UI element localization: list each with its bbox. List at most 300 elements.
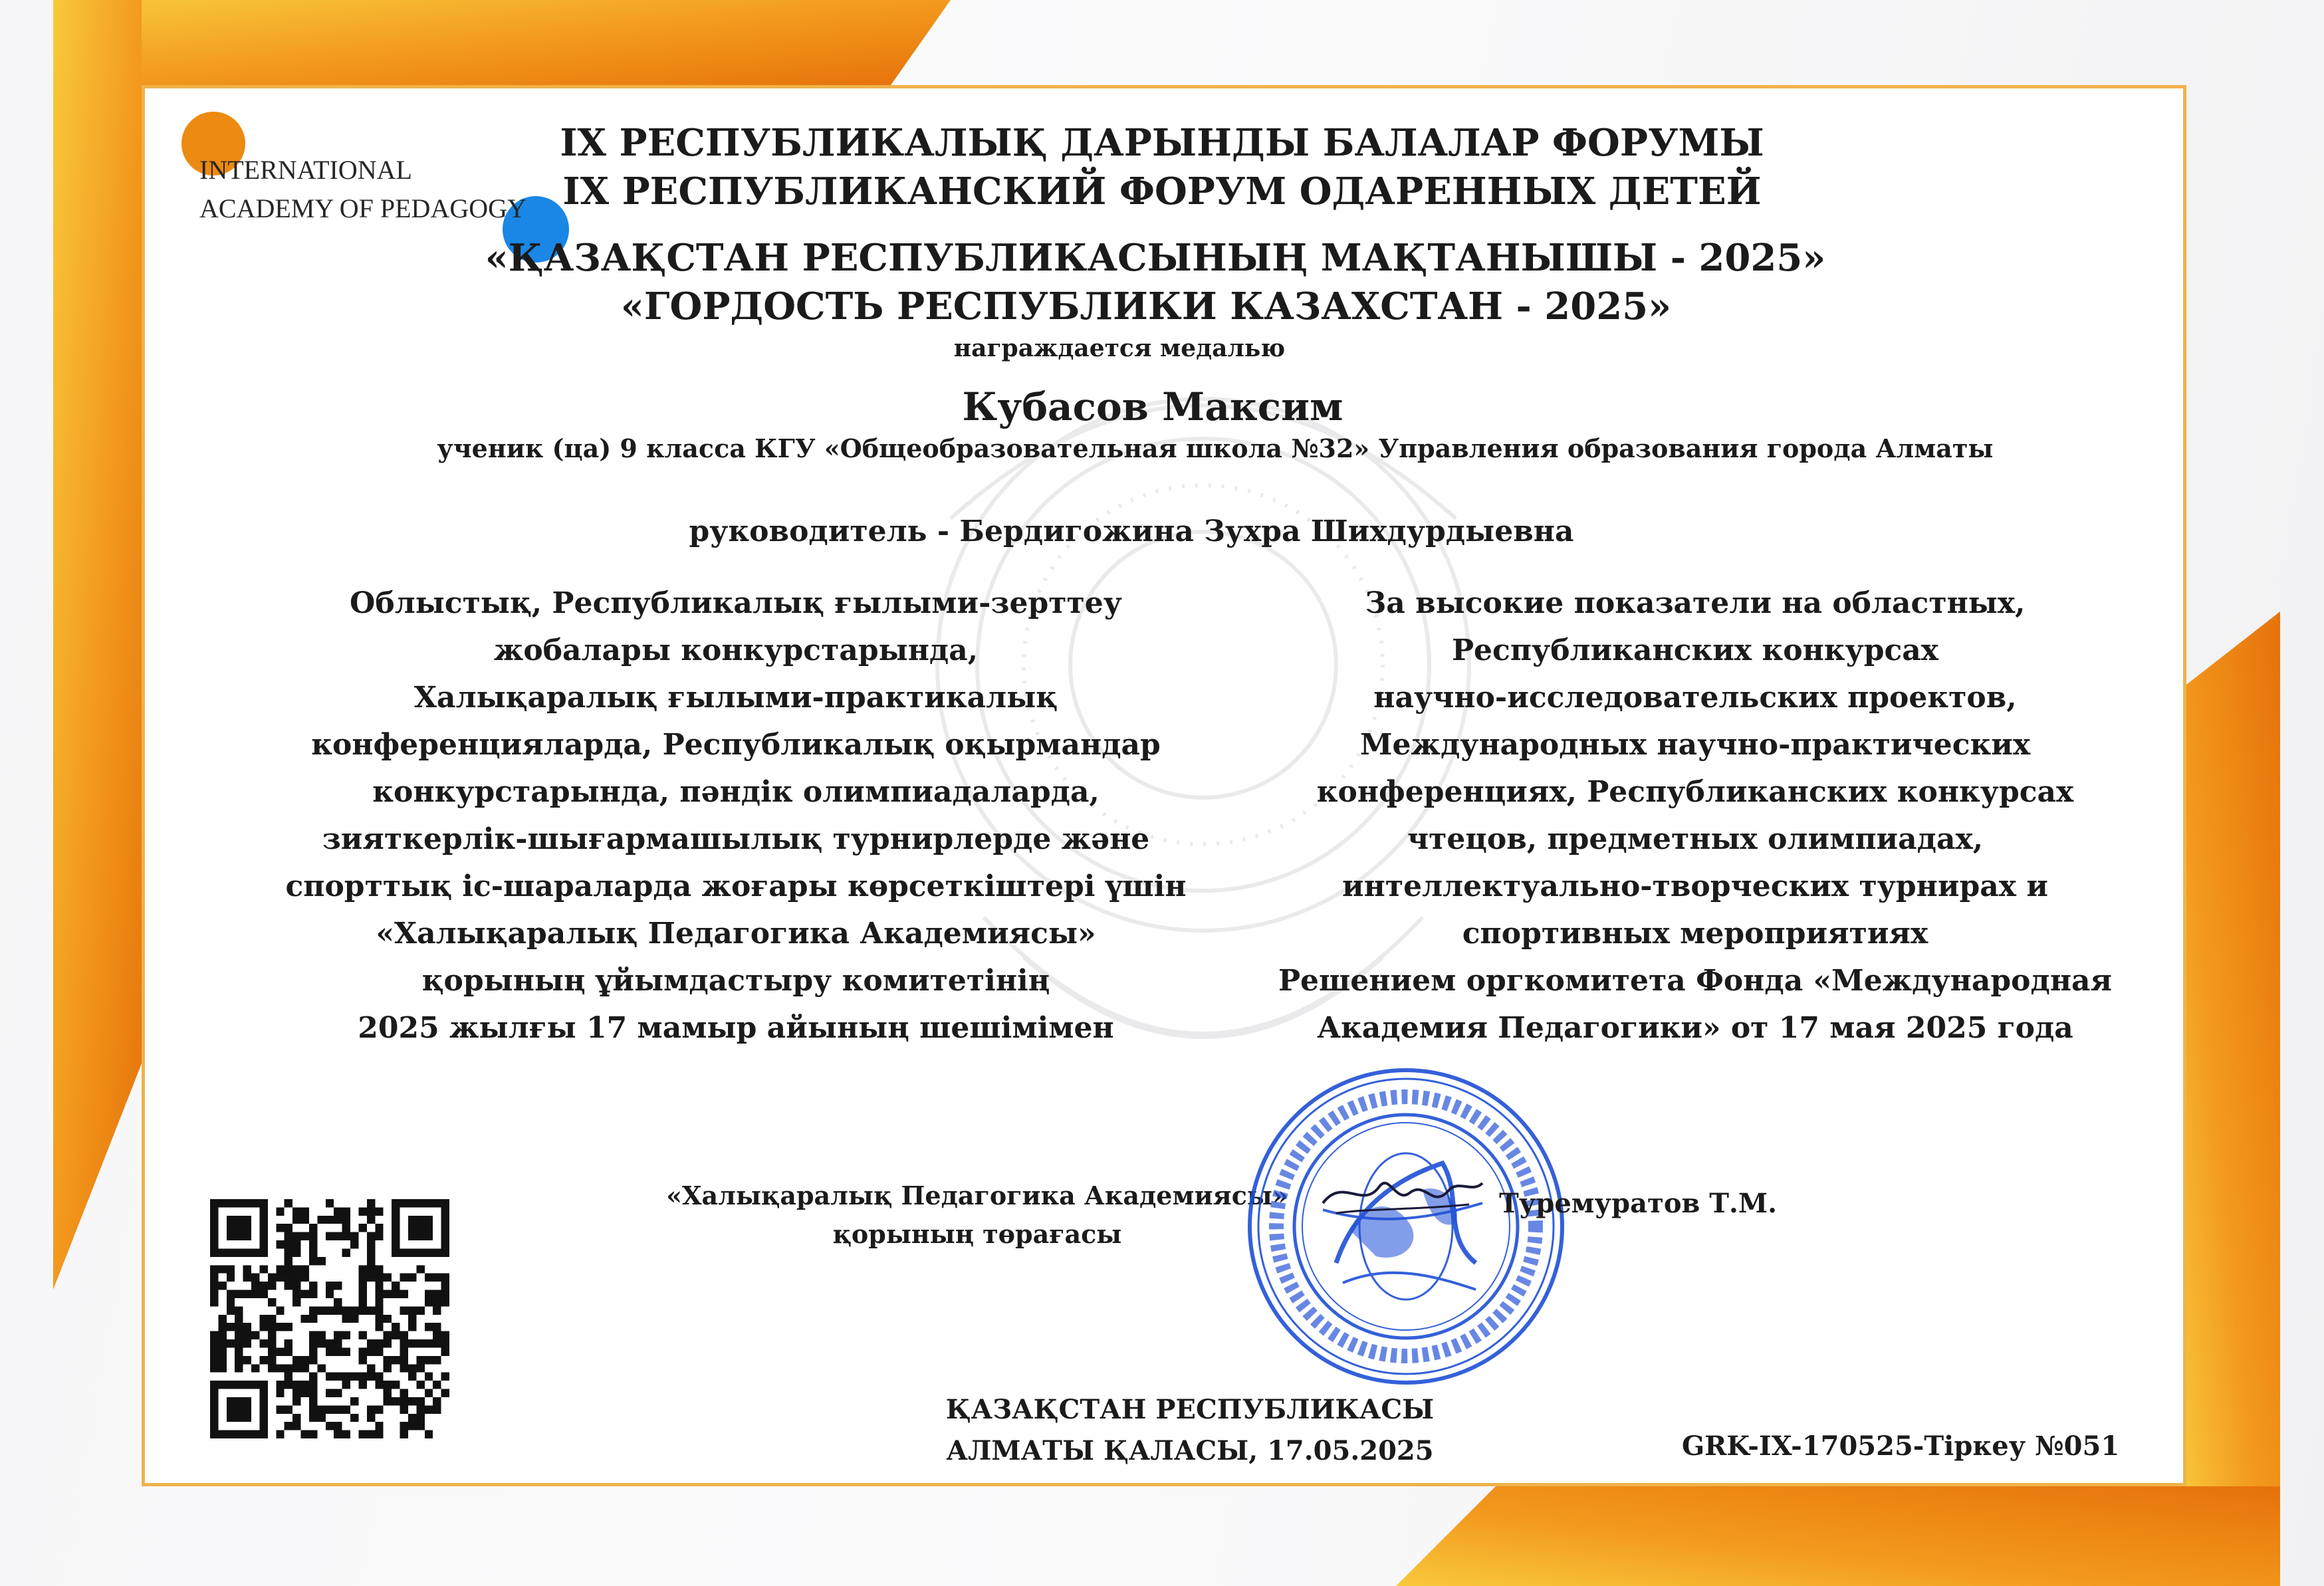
signature-label	[638, 1177, 1316, 1254]
body-ru-line: научно-исследовательских проектов,	[1373, 681, 2017, 715]
qr-module	[400, 1405, 408, 1413]
qr-module	[285, 1323, 292, 1331]
qr-module	[309, 1347, 317, 1355]
qr-module	[276, 1389, 284, 1397]
forum-title-ru: IX РЕСПУБЛИКАНСКИЙ ФОРУМ ОДАРЕННЫХ ДЕТЕЙ	[562, 170, 1762, 213]
qr-module	[408, 1364, 416, 1372]
body-ru-line: интеллектуально-творческих турнирах и	[1342, 869, 2048, 903]
qr-module	[276, 1207, 284, 1215]
qr-module	[301, 1207, 309, 1215]
qr-module	[276, 1274, 284, 1282]
qr-module	[416, 1422, 424, 1430]
body-ru-line: Республиканских конкурсах	[1451, 633, 1939, 667]
qr-module	[358, 1224, 366, 1232]
qr-module	[384, 1356, 392, 1364]
qr-module	[425, 1405, 433, 1413]
qr-module	[384, 1315, 392, 1323]
qr-module	[276, 1240, 284, 1248]
qr-module	[384, 1331, 392, 1339]
qr-module	[243, 1331, 251, 1339]
qr-module	[292, 1265, 300, 1273]
qr-module	[342, 1381, 350, 1389]
qr-module	[441, 1389, 449, 1397]
qr-module	[243, 1290, 251, 1298]
qr-module	[276, 1224, 284, 1232]
qr-module	[210, 1298, 218, 1306]
qr-module	[309, 1282, 317, 1290]
qr-module	[251, 1331, 259, 1339]
qr-module	[218, 1356, 226, 1364]
qr-module	[235, 1356, 243, 1364]
forum-title-kk: IX РЕСПУБЛИКАЛЫҚ ДАРЫНДЫ БАЛАЛАР ФОРУМЫ	[560, 121, 1764, 165]
signer-name: Туремуратов Т.М.	[1499, 1188, 1778, 1219]
qr-module	[400, 1347, 408, 1355]
qr-module	[317, 1257, 325, 1265]
recipient-info: ученик (ца) 9 класса КГУ «Общеобразовательная школа №32» Управления образования города Алматы	[437, 433, 1994, 463]
qr-module	[408, 1306, 416, 1314]
qr-module	[285, 1274, 292, 1282]
qr-module	[400, 1430, 408, 1438]
qr-module	[375, 1422, 383, 1430]
qr-module	[375, 1347, 383, 1355]
qr-module	[416, 1405, 424, 1413]
qr-module	[416, 1381, 424, 1389]
qr-module	[425, 1323, 433, 1331]
qr-module	[235, 1315, 243, 1323]
qr-module	[309, 1315, 317, 1323]
qr-module	[342, 1306, 350, 1314]
body-kk-line: Халықаралық ғылыми-практикалық	[413, 681, 1058, 715]
qr-module	[425, 1356, 433, 1364]
qr-module	[326, 1199, 334, 1207]
qr-module	[334, 1339, 342, 1347]
qr-module	[268, 1356, 276, 1364]
qr-module	[317, 1216, 325, 1224]
qr-module	[400, 1356, 408, 1364]
signature-label-line-2: қорының төрағасы	[832, 1219, 1122, 1249]
qr-module	[425, 1389, 433, 1397]
qr-module	[350, 1232, 358, 1240]
qr-module	[441, 1298, 449, 1306]
qr-module	[285, 1339, 292, 1347]
qr-module	[285, 1265, 292, 1273]
qr-module	[292, 1356, 300, 1364]
qr-module	[358, 1430, 366, 1438]
qr-module	[243, 1356, 251, 1364]
qr-module	[384, 1364, 392, 1372]
qr-module	[259, 1339, 267, 1347]
qr-module	[268, 1315, 276, 1323]
qr-module	[276, 1323, 284, 1331]
qr-module	[358, 1265, 366, 1273]
qr-module	[326, 1405, 334, 1413]
qr-module	[292, 1397, 300, 1405]
qr-module	[210, 1356, 218, 1364]
qr-module	[309, 1414, 317, 1422]
qr-module	[358, 1331, 366, 1339]
qr-module	[292, 1381, 300, 1389]
body-ru-line: За высокие показатели на областных,	[1365, 586, 2026, 620]
qr-module	[285, 1199, 292, 1207]
qr-module	[375, 1224, 383, 1232]
qr-module	[292, 1216, 300, 1224]
qr-module	[268, 1323, 276, 1331]
qr-module	[441, 1290, 449, 1298]
qr-module	[358, 1298, 366, 1306]
handwritten-signature	[1316, 1157, 1489, 1230]
qr-module	[358, 1282, 366, 1290]
qr-module	[367, 1430, 375, 1438]
qr-module	[375, 1323, 383, 1331]
qr-module	[326, 1389, 334, 1397]
qr-module	[309, 1430, 317, 1438]
qr-module	[218, 1323, 226, 1331]
qr-module	[235, 1323, 243, 1331]
qr-module	[350, 1373, 358, 1381]
qr-module	[342, 1232, 350, 1240]
qr-module	[408, 1422, 416, 1430]
qr-module	[367, 1405, 375, 1413]
qr-module	[367, 1274, 375, 1282]
qr-module	[367, 1339, 375, 1347]
qr-module	[433, 1397, 441, 1405]
qr-module	[301, 1216, 309, 1224]
qr-module	[227, 1323, 235, 1331]
qr-module	[441, 1347, 449, 1355]
qr-module	[441, 1282, 449, 1290]
qr-module	[243, 1339, 251, 1347]
qr-module	[342, 1331, 350, 1339]
qr-module	[375, 1381, 383, 1389]
qr-module	[367, 1216, 375, 1224]
qr-module	[433, 1306, 441, 1314]
qr-module	[342, 1216, 350, 1224]
qr-module	[326, 1422, 334, 1430]
qr-module	[416, 1306, 424, 1314]
qr-module	[425, 1298, 433, 1306]
qr-module	[292, 1389, 300, 1397]
qr-module	[317, 1405, 325, 1413]
qr-module	[285, 1224, 292, 1232]
body-ru-line: Международных научно-практических	[1359, 728, 2031, 762]
qr-module	[227, 1290, 235, 1298]
qr-module	[375, 1207, 383, 1215]
qr-module	[210, 1274, 218, 1282]
qr-module	[375, 1282, 383, 1290]
qr-module	[441, 1331, 449, 1339]
qr-module	[334, 1422, 342, 1430]
qr-module	[408, 1315, 416, 1323]
qr-module	[375, 1298, 383, 1306]
qr-module	[433, 1298, 441, 1306]
qr-module	[309, 1290, 317, 1298]
qr-module	[416, 1414, 424, 1422]
qr-module	[292, 1422, 300, 1430]
qr-module	[408, 1397, 416, 1405]
qr-module	[285, 1381, 292, 1389]
qr-module	[210, 1290, 218, 1298]
qr-module	[375, 1306, 383, 1314]
qr-module	[367, 1199, 375, 1207]
qr-module	[326, 1373, 334, 1381]
qr-module	[334, 1216, 342, 1224]
qr-module	[285, 1282, 292, 1290]
qr-module	[285, 1364, 292, 1372]
qr-module	[268, 1364, 276, 1372]
registration-number: GRK-IX-170525-Тіркеу №051	[1682, 1430, 2120, 1462]
qr-module	[326, 1306, 334, 1314]
recipient-name: Кубасов Максим	[962, 384, 1343, 429]
body-kk-line: спорттық іс-шараларда жоғары көрсеткіштері үшін	[285, 869, 1187, 903]
qr-module	[268, 1347, 276, 1355]
qr-module	[392, 1356, 400, 1364]
qr-module	[433, 1290, 441, 1298]
qr-module	[210, 1331, 218, 1339]
qr-module	[210, 1347, 218, 1355]
qr-module	[384, 1274, 392, 1282]
qr-module	[358, 1356, 366, 1364]
qr-module	[301, 1274, 309, 1282]
qr-module	[285, 1240, 292, 1248]
qr-module	[375, 1315, 383, 1323]
qr-module	[433, 1405, 441, 1413]
qr-module	[292, 1248, 300, 1256]
qr-module	[367, 1257, 375, 1265]
qr-module	[358, 1381, 366, 1389]
qr-module	[326, 1232, 334, 1240]
qr-module	[367, 1306, 375, 1314]
qr-module	[317, 1306, 325, 1314]
qr-module	[400, 1290, 408, 1298]
body-kk-line: жобалары конкурстарында,	[493, 633, 979, 667]
qr-module	[425, 1430, 433, 1438]
qr-module	[227, 1339, 235, 1347]
qr-module	[384, 1290, 392, 1298]
qr-module	[358, 1347, 366, 1355]
qr-module	[342, 1405, 350, 1413]
qr-module	[301, 1364, 309, 1372]
body-ru-line: конференциях, Республиканских конкурсах	[1316, 775, 2074, 809]
qr-module	[441, 1373, 449, 1381]
qr-module	[268, 1274, 276, 1282]
qr-module	[375, 1405, 383, 1413]
qr-module	[367, 1232, 375, 1240]
qr-module	[408, 1339, 416, 1347]
body-kk-line: конкурстарында, пәндік олимпиадаларда,	[372, 775, 1100, 809]
qr-module	[292, 1282, 300, 1290]
body-ru-column	[1230, 580, 2160, 1052]
qr-module	[276, 1430, 284, 1438]
qr-module	[243, 1323, 251, 1331]
qr-module	[375, 1339, 383, 1347]
qr-module	[400, 1364, 408, 1372]
qr-module	[218, 1347, 226, 1355]
logo-line-1: INTERNATIONAL	[199, 155, 412, 185]
qr-module	[392, 1290, 400, 1298]
qr-module	[367, 1248, 375, 1256]
qr-module	[301, 1381, 309, 1389]
qr-module	[326, 1290, 334, 1298]
qr-module	[235, 1339, 243, 1347]
qr-module	[433, 1339, 441, 1347]
qr-code[interactable]	[210, 1196, 449, 1442]
qr-module	[334, 1389, 342, 1397]
qr-module	[342, 1315, 350, 1323]
qr-module	[334, 1232, 342, 1240]
qr-module	[433, 1331, 441, 1339]
qr-module	[268, 1331, 276, 1339]
qr-module	[392, 1397, 400, 1405]
qr-module	[367, 1373, 375, 1381]
qr-module	[358, 1373, 366, 1381]
qr-module	[433, 1274, 441, 1282]
qr-module	[227, 1265, 235, 1273]
qr-module	[309, 1356, 317, 1364]
qr-module	[301, 1315, 309, 1323]
qr-module	[326, 1339, 334, 1347]
qr-module	[367, 1364, 375, 1372]
qr-module	[408, 1373, 416, 1381]
qr-module	[218, 1339, 226, 1347]
qr-module	[342, 1248, 350, 1256]
footer-country: ҚАЗАҚСТАН РЕСПУБЛИКАСЫ	[945, 1394, 1435, 1425]
qr-module	[292, 1207, 300, 1215]
qr-module	[285, 1373, 292, 1381]
qr-module	[285, 1347, 292, 1355]
qr-module	[367, 1414, 375, 1422]
qr-module	[416, 1397, 424, 1405]
qr-module	[251, 1282, 259, 1290]
qr-module	[367, 1347, 375, 1355]
qr-module	[210, 1265, 218, 1273]
qr-module	[358, 1274, 366, 1282]
qr-module	[416, 1356, 424, 1364]
qr-module	[400, 1422, 408, 1430]
qr-module	[375, 1265, 383, 1273]
qr-finder-pattern	[227, 1216, 251, 1240]
qr-module	[268, 1339, 276, 1347]
qr-module	[392, 1323, 400, 1331]
qr-module	[342, 1430, 350, 1438]
qr-module	[309, 1339, 317, 1347]
qr-module	[375, 1232, 383, 1240]
qr-module	[292, 1232, 300, 1240]
qr-module	[441, 1274, 449, 1282]
qr-module	[342, 1207, 350, 1215]
qr-module	[433, 1381, 441, 1389]
qr-module	[227, 1274, 235, 1282]
qr-module	[367, 1240, 375, 1248]
qr-module	[358, 1290, 366, 1298]
qr-module	[218, 1282, 226, 1290]
qr-module	[218, 1364, 226, 1372]
qr-finder-pattern	[408, 1216, 433, 1240]
qr-module	[342, 1373, 350, 1381]
qr-module	[334, 1306, 342, 1314]
footer-location	[904, 1389, 1476, 1472]
qr-module	[292, 1364, 300, 1372]
qr-module	[367, 1207, 375, 1215]
qr-module	[235, 1347, 243, 1355]
qr-module	[433, 1356, 441, 1364]
qr-module	[276, 1347, 284, 1355]
qr-module	[210, 1364, 218, 1372]
qr-module	[227, 1306, 235, 1314]
qr-module	[210, 1282, 218, 1290]
qr-module	[276, 1381, 284, 1389]
qr-module	[384, 1389, 392, 1397]
qr-module	[350, 1306, 358, 1314]
qr-module	[400, 1389, 408, 1397]
qr-module	[326, 1282, 334, 1290]
qr-module	[334, 1405, 342, 1413]
qr-module	[400, 1339, 408, 1347]
body-kk-line: Облыстық, Республикалық ғылыми-зерттеу	[350, 586, 1122, 620]
qr-module	[276, 1405, 284, 1413]
awarded-caption: награждается медалью	[953, 334, 1286, 362]
qr-module	[309, 1224, 317, 1232]
qr-module	[301, 1290, 309, 1298]
qr-module	[285, 1257, 292, 1265]
qr-module	[400, 1274, 408, 1282]
qr-module	[285, 1248, 292, 1256]
qr-module	[301, 1265, 309, 1273]
qr-module	[384, 1381, 392, 1389]
body-kk-line: қорының ұйымдастыру комитетінің	[421, 964, 1050, 998]
qr-module	[342, 1347, 350, 1355]
qr-module	[210, 1339, 218, 1347]
qr-module	[334, 1298, 342, 1306]
qr-module	[285, 1422, 292, 1430]
body-kk-line: «Халықаралық Педагогика Академиясы»	[376, 917, 1096, 951]
qr-module	[309, 1397, 317, 1405]
qr-module	[425, 1290, 433, 1298]
qr-module	[309, 1248, 317, 1256]
qr-module	[309, 1240, 317, 1248]
qr-module	[358, 1207, 366, 1215]
qr-module	[309, 1232, 317, 1240]
qr-module	[416, 1339, 424, 1347]
qr-module	[433, 1323, 441, 1331]
qr-module	[392, 1331, 400, 1339]
qr-module	[326, 1216, 334, 1224]
qr-module	[350, 1414, 358, 1422]
qr-module	[259, 1265, 267, 1273]
body-ru-line: чтецов, предметных олимпиадах,	[1407, 822, 1984, 856]
qr-module	[292, 1274, 300, 1282]
qr-module	[243, 1265, 251, 1273]
qr-module	[375, 1290, 383, 1298]
qr-module	[408, 1414, 416, 1422]
qr-module	[309, 1306, 317, 1314]
qr-module	[400, 1331, 408, 1339]
qr-module	[367, 1265, 375, 1273]
qr-module	[268, 1282, 276, 1290]
qr-module	[301, 1389, 309, 1397]
qr-module	[309, 1373, 317, 1381]
qr-module	[375, 1373, 383, 1381]
qr-module	[408, 1323, 416, 1331]
qr-module	[350, 1397, 358, 1405]
qr-module	[317, 1364, 325, 1372]
qr-module	[276, 1306, 284, 1314]
qr-module	[375, 1274, 383, 1282]
qr-module	[218, 1331, 226, 1339]
qr-module	[301, 1430, 309, 1438]
qr-module	[416, 1265, 424, 1273]
qr-module	[292, 1290, 300, 1298]
qr-module	[259, 1356, 267, 1364]
